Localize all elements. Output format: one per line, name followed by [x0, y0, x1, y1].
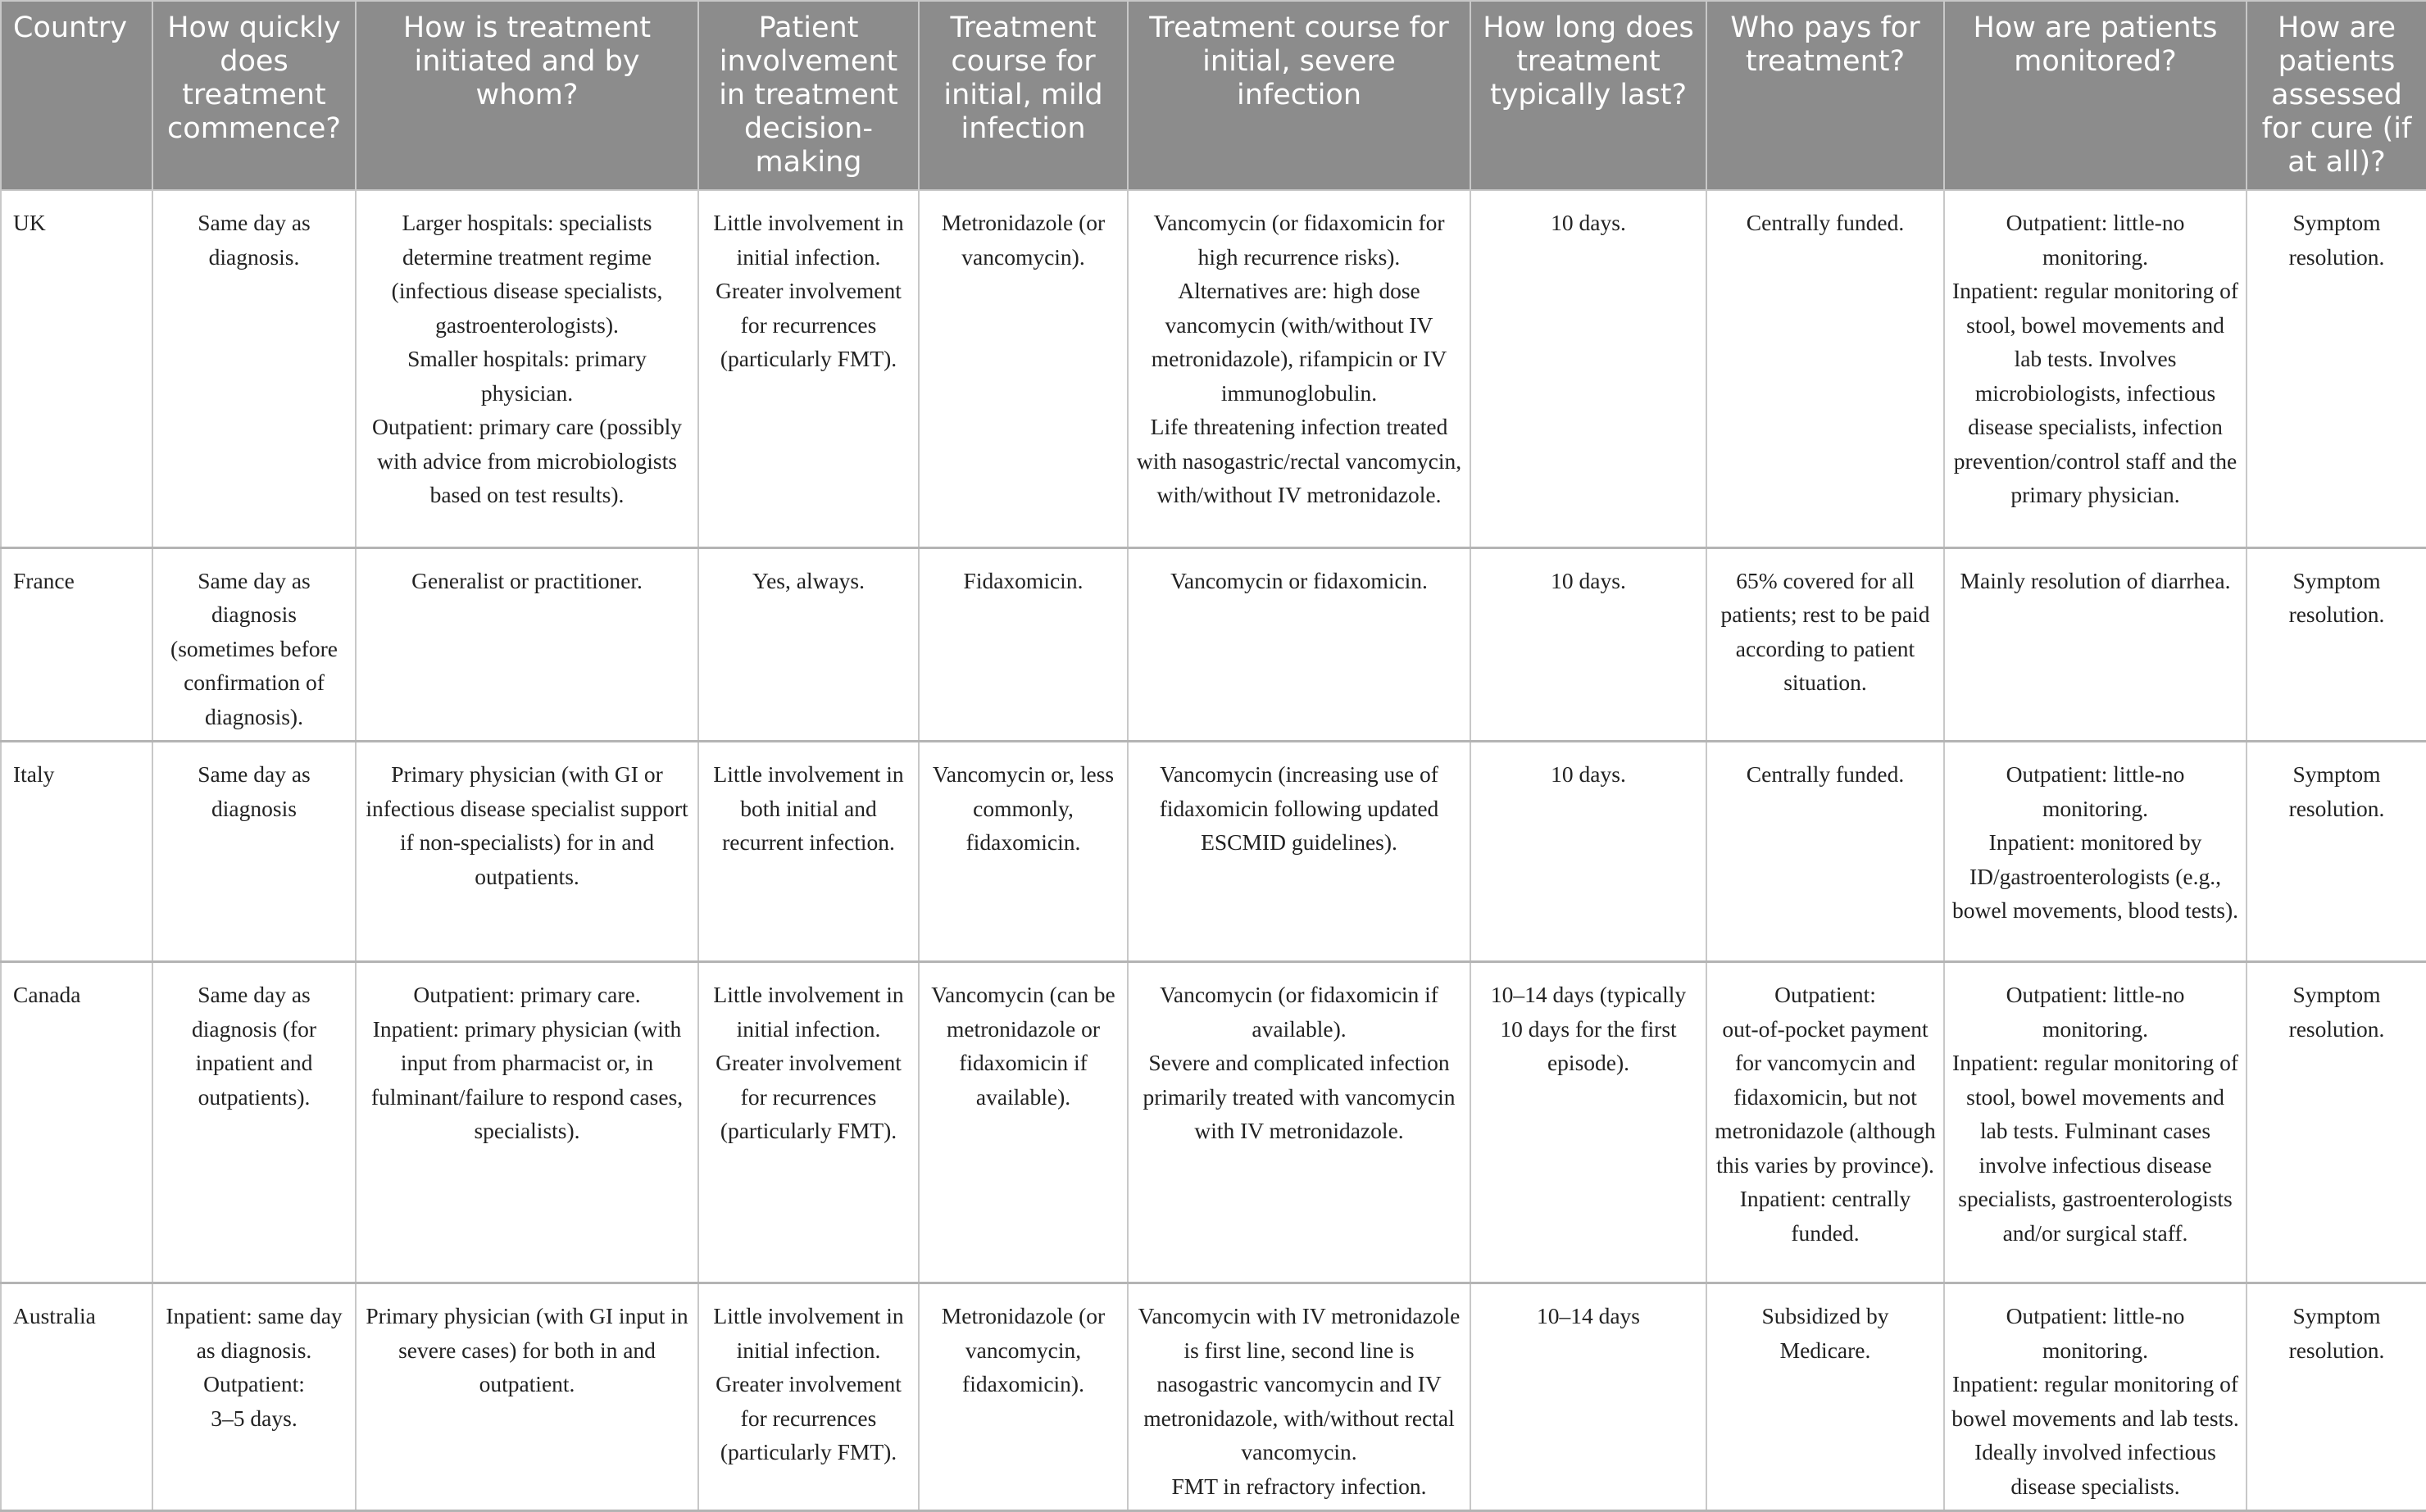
header-cure: How are patients assessed for cure (if at all)?: [2247, 1, 2426, 190]
cell-commence: [152, 547, 356, 742]
cell-commence: [152, 742, 356, 962]
table-row: [1, 1283, 2426, 1511]
cell-line: Inpatient: regular monitoring of bowel movements and lab tests. Ideally involved infectious disease specialists.: [1951, 1371, 2239, 1499]
header-initiated: How is treatment initiated and by whom?: [356, 1, 698, 190]
cell-commence: [152, 962, 356, 1283]
table-row: [1, 190, 2426, 547]
cell-payer: [1706, 190, 1944, 547]
header-monitoring: How are patients monitored?: [1944, 1, 2247, 190]
cell-line: Symptom resolution.: [2288, 761, 2385, 821]
cell-line: Mainly resolution of diarrhea.: [1960, 567, 2231, 593]
cell-involvement: [698, 962, 919, 1283]
cell-line: Same day as diagnosis (for inpatient and outpatients).: [192, 982, 316, 1110]
cell-line: Vancomycin or, less commonly, fidaxomicin.: [932, 761, 1115, 855]
cell-severe: [1128, 190, 1470, 547]
cell-involvement: [698, 190, 919, 547]
cell-line: Fidaxomicin.: [963, 567, 1084, 593]
cell-severe: [1128, 962, 1470, 1283]
cell-line: Subsidized by Medicare.: [1761, 1303, 1889, 1363]
cell-monitoring: [1944, 547, 2247, 742]
cell-line: Inpatient: monitored by ID/gastroenterologists (e.g., bowel movements, blood tests).: [1951, 829, 2239, 923]
cell-line: Outpatient: primary care (possibly with advice from microbiologists based on test results).: [371, 414, 683, 507]
cell-involvement: [698, 1283, 919, 1511]
cell-line: Vancomycin with IV metronidazole is first line, second line is nasogastric vancomycin and IV metronidazole, with/without rectal vancomycin.: [1138, 1303, 1461, 1464]
cell-line: Same day as diagnosis.: [198, 210, 311, 270]
cell-line: Symptom resolution.: [2288, 567, 2385, 627]
cell-initiated: [356, 962, 698, 1283]
cell-line: FMT in refractory infection.: [1171, 1473, 1427, 1499]
cell-line: Severe and complicated infection primarily treated with vancomycin with IV metronidazole.: [1143, 1050, 1456, 1143]
header-mild: Treatment course for initial, mild infection: [919, 1, 1128, 190]
cell-line: Vancomycin (increasing use of fidaxomicin following updated ESCMID guidelines).: [1159, 761, 1439, 855]
cell-line: Greater involvement for recurrences (particularly FMT).: [716, 1050, 902, 1143]
cell-country: Canada: [1, 962, 152, 1283]
cell-initiated: [356, 742, 698, 962]
cell-line: Same day as diagnosis (sometimes before confirmation of diagnosis).: [170, 567, 338, 729]
cell-duration: [1470, 742, 1706, 962]
cell-line: Vancomycin or fidaxomicin.: [1170, 567, 1428, 593]
cell-line: Primary physician (with GI or infectious disease specialist support if non-specialists) for in and outpatients.: [366, 761, 688, 889]
cell-line: Metronidazole (or vancomycin).: [941, 210, 1106, 270]
cell-line: Greater involvement for recurrences (particularly FMT).: [716, 278, 902, 371]
cell-payer: [1706, 1283, 1944, 1511]
cell-line: 3–5 days.: [211, 1405, 298, 1431]
cell-line: Outpatient: little-no monitoring.: [2006, 210, 2185, 270]
cell-line: 10–14 days: [1536, 1303, 1641, 1328]
cell-line: Outpatient: little-no monitoring.: [2006, 761, 2185, 821]
cell-duration: [1470, 1283, 1706, 1511]
cell-monitoring: [1944, 190, 2247, 547]
cell-severe: [1128, 1283, 1470, 1511]
cell-country: Italy: [1, 742, 152, 962]
cell-initiated: [356, 190, 698, 547]
cell-line: Symptom resolution.: [2288, 1303, 2385, 1363]
cell-cure: [2247, 190, 2426, 547]
cell-mild: [919, 547, 1128, 742]
cell-line: Outpatient:: [1774, 982, 1876, 1007]
header-payer: Who pays for treatment?: [1706, 1, 1944, 190]
cell-cure: [2247, 962, 2426, 1283]
cell-line: Greater involvement for recurrences (particularly FMT).: [716, 1371, 902, 1464]
cell-line: Metronidazole (or vancomycin, fidaxomicin).: [941, 1303, 1106, 1396]
table-row: [1, 742, 2426, 962]
cell-involvement: [698, 547, 919, 742]
cell-line: Larger hospitals: specialists determine treatment regime (infectious disease specialists, gastroenterologists).: [391, 210, 663, 338]
cell-monitoring: [1944, 962, 2247, 1283]
cell-severe: [1128, 547, 1470, 742]
cell-monitoring: [1944, 1283, 2247, 1511]
cell-line: Little involvement in initial infection.: [713, 982, 904, 1042]
cell-country: Australia: [1, 1283, 152, 1511]
header-row: [1, 1, 2426, 190]
cell-line: Vancomycin (or fidaxomicin for high recurrence risks).: [1153, 210, 1445, 270]
table-row: [1, 547, 2426, 742]
cell-line: 10 days.: [1551, 210, 1626, 235]
cell-line: 65% covered for all patients; rest to be paid according to patient situation.: [1720, 567, 1930, 695]
cell-duration: [1470, 190, 1706, 547]
cell-line: Inpatient: regular monitoring of stool, bowel movements and lab tests. Involves microbiologists, infectious disease specialists, infection prevention/control staff and the primary physician.: [1951, 278, 2238, 507]
header-country: Country: [1, 1, 152, 190]
cell-commence: [152, 1283, 356, 1511]
cell-line: Outpatient: little-no monitoring.: [2006, 982, 2185, 1042]
cell-line: Inpatient: primary physician (with input from pharmacist or, in fulminant/failure to respond cases, specialists).: [370, 1015, 684, 1143]
cell-line: Smaller hospitals: primary physician.: [407, 346, 647, 406]
table-body: [1, 190, 2426, 1511]
cell-involvement: [698, 742, 919, 962]
cell-line: Little involvement in initial infection.: [713, 1303, 904, 1363]
cell-mild: [919, 742, 1128, 962]
header-involvement: Patient involvement in treatment decision-making: [698, 1, 919, 190]
cell-line: Centrally funded.: [1746, 761, 1905, 787]
cell-mild: [919, 962, 1128, 1283]
header-duration: How long does treatment typically last?: [1470, 1, 1706, 190]
cell-line: 10–14 days (typically 10 days for the first episode).: [1490, 982, 1687, 1075]
cell-mild: [919, 1283, 1128, 1511]
cell-duration: [1470, 547, 1706, 742]
cell-line: Outpatient:: [203, 1371, 305, 1396]
cell-initiated: [356, 1283, 698, 1511]
cell-line: Same day as diagnosis: [198, 761, 311, 821]
cell-country: France: [1, 547, 152, 742]
cell-severe: [1128, 742, 1470, 962]
cell-cure: [2247, 742, 2426, 962]
cell-line: Vancomycin (or fidaxomicin if available).: [1160, 982, 1438, 1042]
cell-cure: [2247, 547, 2426, 742]
cell-line: Outpatient: little-no monitoring.: [2006, 1303, 2185, 1363]
cell-mild: [919, 190, 1128, 547]
cell-payer: [1706, 742, 1944, 962]
cell-monitoring: [1944, 742, 2247, 962]
header-commence: How quickly does treatment commence?: [152, 1, 356, 190]
cell-line: Little involvement in both initial and recurrent infection.: [713, 761, 904, 855]
cell-line: out-of-pocket payment for vancomycin and fidaxomicin, but not metronidazole (although this varies by province).: [1715, 1015, 1936, 1178]
cell-country: UK: [1, 190, 152, 547]
cell-line: Vancomycin (can be metronidazole or fidaxomicin if available).: [931, 982, 1115, 1110]
cell-line: Outpatient: primary care.: [413, 982, 641, 1007]
cell-line: Symptom resolution.: [2288, 210, 2385, 270]
cell-line: Generalist or practitioner.: [411, 567, 643, 593]
cell-line: Alternatives are: high dose vancomycin (with/without IV metronidazole), rifampicin or IV immunoglobulin.: [1151, 278, 1447, 406]
cell-line: Centrally funded.: [1746, 210, 1905, 235]
cell-cure: [2247, 1283, 2426, 1511]
cell-line: Inpatient: regular monitoring of stool, bowel movements and lab tests. Fulminant cases involve infectious disease specialists, gastroenterologists and/or surgical staff.: [1951, 1050, 2238, 1246]
cell-line: Little involvement in initial infection.: [713, 210, 904, 270]
cell-line: 10 days.: [1551, 761, 1626, 787]
cell-line: Symptom resolution.: [2288, 982, 2385, 1042]
cell-line: 10 days.: [1551, 567, 1626, 593]
header-severe: Treatment course for initial, severe infection: [1128, 1, 1470, 190]
cell-line: Inpatient: same day as diagnosis.: [166, 1303, 343, 1363]
cell-duration: [1470, 962, 1706, 1283]
cell-commence: [152, 190, 356, 547]
cell-payer: [1706, 547, 1944, 742]
cell-line: Life threatening infection treated with nasogastric/rectal vancomycin, with/without IV metronidazole.: [1136, 414, 1462, 507]
cell-line: Yes, always.: [752, 567, 865, 593]
cell-line: Inpatient: centrally funded.: [1739, 1186, 1911, 1246]
cell-initiated: [356, 547, 698, 742]
cell-line: Primary physician (with GI input in severe cases) for both in and outpatient.: [366, 1303, 688, 1396]
cell-payer: [1706, 962, 1944, 1283]
table-row: [1, 962, 2426, 1283]
